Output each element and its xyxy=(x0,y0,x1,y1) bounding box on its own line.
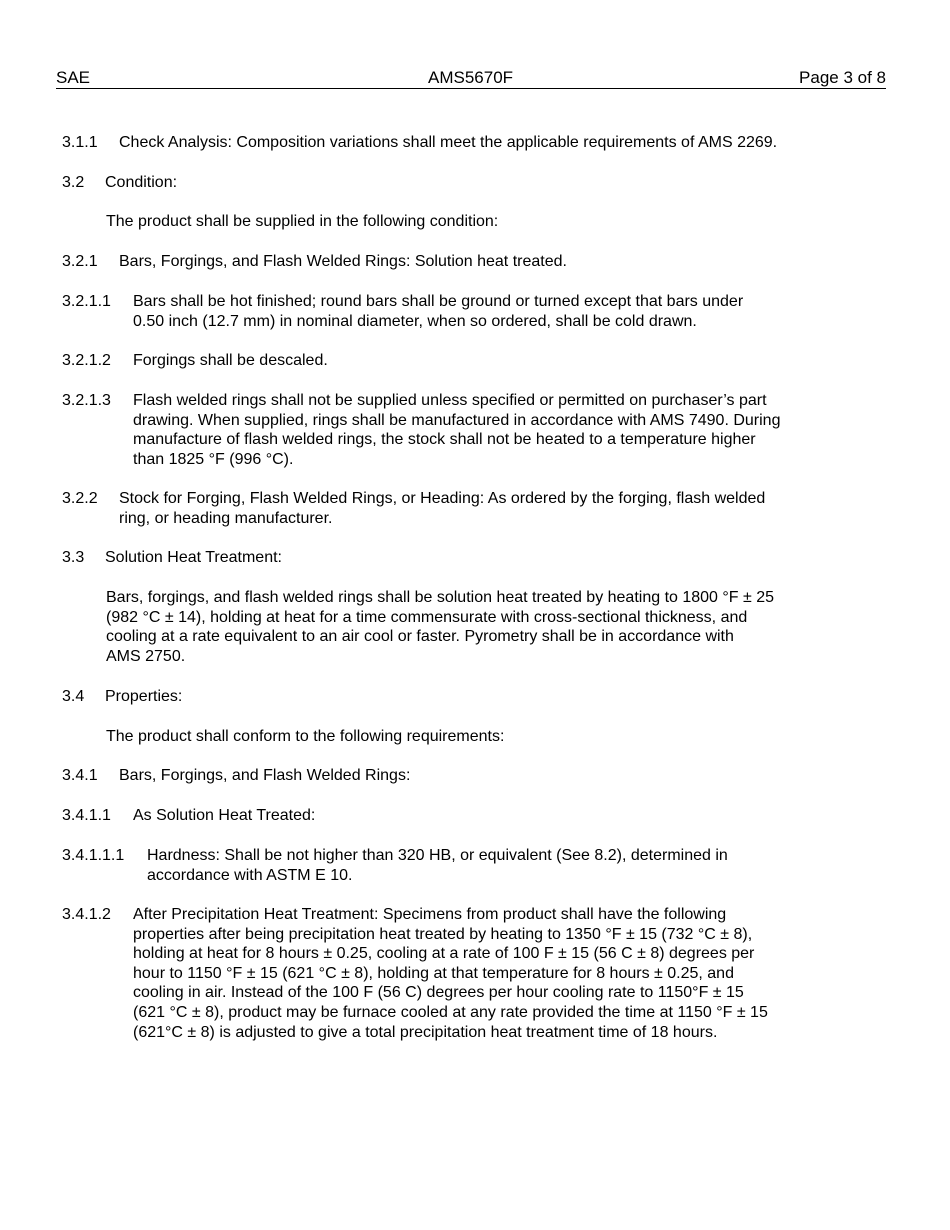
section-text-line: accordance with ASTM E 10. xyxy=(147,866,353,884)
section-text-line: holding at heat for 8 hours ± 0.25, cooling at a rate of 100 F ± 15 (56 C ± 8) degrees per xyxy=(133,945,755,963)
section-text-line: Hardness: Shall be not higher than 320 HB, or equivalent (See 8.2), determined in xyxy=(147,847,728,864)
section-text-line: 0.50 inch (12.7 mm) in nominal diameter, when so ordered, shall be cold drawn. xyxy=(133,312,697,330)
header-organization: SAE xyxy=(56,68,91,87)
section-text: Bars, Forgings, and Flash Welded Rings: Solution heat treated. xyxy=(119,253,567,270)
body-text-line: (982 °C ± 14), holding at heat for a time commensurate with cross-sectional thickness, and xyxy=(106,608,748,626)
page-header xyxy=(56,68,886,89)
section-number: 3.4 xyxy=(62,688,85,705)
section-3-4-body: The product shall conform to the following requirements: xyxy=(106,728,505,745)
section-text-line: cooling in air. Instead of the 100 F (56 C) degrees per hour cooling rate to 1150°F ± 15 xyxy=(133,984,744,1002)
section-heading: Condition: xyxy=(105,174,178,191)
header-document-id: AMS5670F xyxy=(428,68,514,87)
section-3-3-body xyxy=(106,588,836,666)
section-text-line: manufacture of flash welded rings, the stock shall not be heated to a temperature higher xyxy=(133,431,756,449)
body-text-line: AMS 2750. xyxy=(106,647,186,665)
section-number: 3.1.1 xyxy=(62,134,98,151)
section-text-line: After Precipitation Heat Treatment: Specimens from product shall have the following xyxy=(133,906,727,923)
section-text-line: Bars shall be hot finished; round bars shall be ground or turned except that bars under xyxy=(133,293,744,310)
section-number: 3.4.1.1.1 xyxy=(62,847,125,864)
section-number: 3.2.1 xyxy=(62,253,98,270)
section-number: 3.2.1.1 xyxy=(62,293,111,310)
section-number: 3.2.2 xyxy=(62,490,98,507)
body-text-line: Bars, forgings, and flash welded rings shall be solution heat treated by heating to 1800 °F ± 25 xyxy=(106,589,775,606)
section-text-line: (621°C ± 8) is adjusted to give a total precipitation heat treatment time of 18 hours. xyxy=(133,1023,718,1041)
section-number: 3.2 xyxy=(62,174,85,191)
section-text-line: properties after being precipitation heat treated by heating to 1350 °F ± 15 (732 °C ± 8), xyxy=(133,925,753,943)
section-number: 3.4.1.1 xyxy=(62,807,111,824)
section-text-line: drawing. When supplied, rings shall be manufactured in accordance with AMS 7490. During xyxy=(133,411,781,429)
section-text: Forgings shall be descaled. xyxy=(133,352,328,369)
section-number: 3.2.1.3 xyxy=(62,392,111,409)
section-text-line: Flash welded rings shall not be supplied unless specified or permitted on purchaser’s part xyxy=(133,392,767,409)
section-number: 3.4.1.2 xyxy=(62,906,111,923)
section-number: 3.3 xyxy=(62,549,85,566)
section-number: 3.2.1.2 xyxy=(62,352,111,369)
section-heading: Properties: xyxy=(105,688,183,705)
section-number: 3.4.1 xyxy=(62,767,98,784)
section-text: Check Analysis: Composition variations shall meet the applicable requirements of AMS 2269. xyxy=(119,134,778,151)
section-text-line: Stock for Forging, Flash Welded Rings, or Heading: As ordered by the forging, flash welded xyxy=(119,490,766,507)
section-text-line: ring, or heading manufacturer. xyxy=(119,509,333,527)
section-text-line: than 1825 °F (996 °C). xyxy=(133,450,294,468)
section-3-2-body: The product shall be supplied in the following condition: xyxy=(106,213,499,230)
section-text: As Solution Heat Treated: xyxy=(133,807,316,824)
body-text-line: cooling at a rate equivalent to an air cool or faster. Pyrometry shall be in accordance with xyxy=(106,628,734,646)
section-text: Bars, Forgings, and Flash Welded Rings: xyxy=(119,767,411,784)
section-text-line: (621 °C ± 8), product may be furnace cooled at any rate provided the time at 1150 °F ± 15 xyxy=(133,1004,768,1021)
section-heading: Solution Heat Treatment: xyxy=(105,549,282,566)
section-text-line: hour to 1150 °F ± 15 (621 °C ± 8), holding at that temperature for 8 hours ± 0.25, and xyxy=(133,964,734,982)
header-page-number: Page 3 of 8 xyxy=(799,68,886,87)
